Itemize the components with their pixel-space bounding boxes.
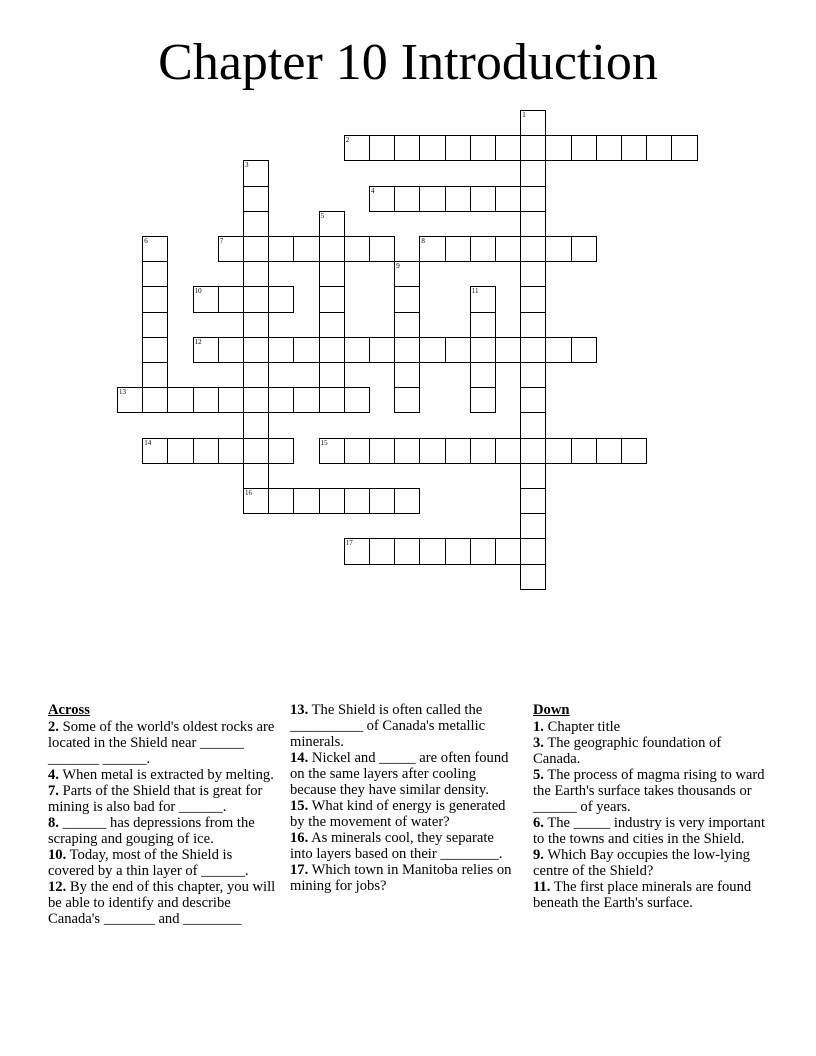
cell-number: 4	[371, 186, 375, 195]
grid-cell[interactable]	[445, 337, 471, 363]
grid-cell[interactable]	[445, 135, 471, 161]
grid-cell[interactable]	[268, 488, 294, 514]
clues-column-1	[48, 702, 280, 927]
grid-cell-7[interactable]	[218, 236, 244, 262]
grid-cell[interactable]	[369, 337, 395, 363]
grid-cell[interactable]	[520, 337, 546, 363]
grid-cell[interactable]	[520, 488, 546, 514]
grid-cell[interactable]	[344, 488, 370, 514]
grid-cell[interactable]	[268, 387, 294, 413]
grid-cell[interactable]	[394, 135, 420, 161]
grid-cell-3[interactable]	[243, 160, 269, 186]
grid-cell[interactable]	[293, 337, 319, 363]
grid-cell[interactable]	[495, 438, 521, 464]
cell-number: 12	[194, 337, 202, 346]
grid-cell[interactable]	[394, 438, 420, 464]
grid-cell[interactable]	[520, 362, 546, 388]
grid-cell[interactable]	[495, 236, 521, 262]
grid-cell[interactable]	[369, 135, 395, 161]
grid-cell[interactable]	[520, 186, 546, 212]
grid-cell-2[interactable]	[344, 135, 370, 161]
grid-cell[interactable]	[520, 412, 546, 438]
grid-cell[interactable]	[218, 337, 244, 363]
grid-cell[interactable]	[445, 236, 471, 262]
grid-cell[interactable]	[369, 538, 395, 564]
grid-cell-8[interactable]	[419, 236, 445, 262]
clue-down-6: 6. The _____ industry is very important to the towns and cities in the Shield.	[533, 815, 766, 847]
cell-number: 6	[144, 237, 148, 245]
grid-cell[interactable]	[344, 337, 370, 363]
grid-cell[interactable]	[419, 337, 445, 363]
grid-cell[interactable]	[218, 387, 244, 413]
clue-down-9: 9. Which Bay occupies the low-lying centre of the Shield?	[533, 847, 750, 879]
grid-cell[interactable]	[243, 463, 269, 489]
grid-cell[interactable]	[520, 160, 546, 186]
clues-column-3	[533, 702, 765, 911]
grid-cell[interactable]	[268, 286, 294, 312]
grid-cell[interactable]	[520, 286, 546, 312]
cell-number: 16	[245, 489, 252, 497]
clue-down-11: 11. The first place minerals are found beneath the Earth's surface.	[533, 879, 752, 911]
grid-cell[interactable]	[167, 438, 193, 464]
grid-cell[interactable]	[268, 438, 294, 464]
grid-cell[interactable]	[470, 186, 496, 212]
grid-cell[interactable]	[142, 312, 168, 338]
grid-cell[interactable]	[520, 135, 546, 161]
grid-cell[interactable]	[344, 236, 370, 262]
grid-cell[interactable]	[470, 538, 496, 564]
grid-cell[interactable]	[394, 337, 420, 363]
grid-cell[interactable]	[545, 135, 571, 161]
grid-cell[interactable]	[319, 261, 345, 287]
cell-number: 2	[345, 136, 350, 145]
grid-cell[interactable]	[344, 387, 370, 413]
grid-cell[interactable]	[268, 236, 294, 262]
grid-cell[interactable]	[621, 438, 647, 464]
cell-number: 13	[119, 388, 126, 397]
grid-cell[interactable]	[243, 412, 269, 438]
grid-cell[interactable]	[671, 135, 697, 161]
grid-cell[interactable]	[167, 387, 193, 413]
grid-cell[interactable]	[646, 135, 672, 161]
grid-cell[interactable]	[445, 438, 471, 464]
grid-cell[interactable]	[142, 261, 168, 287]
grid-cell[interactable]	[369, 236, 395, 262]
cell-number: 17	[345, 539, 353, 548]
grid-cell[interactable]	[470, 312, 496, 338]
grid-cell[interactable]	[319, 236, 345, 262]
grid-cell[interactable]	[394, 538, 420, 564]
grid-cell[interactable]	[394, 362, 420, 388]
grid-cell[interactable]	[319, 387, 345, 413]
grid-cell[interactable]	[445, 186, 471, 212]
grid-cell[interactable]	[268, 337, 294, 363]
grid-cell[interactable]	[243, 387, 269, 413]
clues-column-2	[290, 702, 518, 894]
grid-cell[interactable]	[142, 286, 168, 312]
grid-cell[interactable]	[419, 438, 445, 464]
grid-cell[interactable]	[243, 438, 269, 464]
grid-cell[interactable]	[243, 337, 269, 363]
grid-cell[interactable]	[470, 438, 496, 464]
grid-cell[interactable]	[293, 236, 319, 262]
grid-cell[interactable]	[419, 135, 445, 161]
grid-cell-5[interactable]	[319, 211, 345, 237]
clue-across-16: 16. As minerals cool, they separate into layers based on their ________.	[290, 830, 503, 862]
grid-cell[interactable]	[243, 211, 269, 237]
grid-cell-11[interactable]	[470, 286, 496, 312]
clue-across-17: 17. Which town in Manitoba relies on mining for jobs?	[290, 862, 512, 894]
grid-cell[interactable]	[394, 488, 420, 514]
grid-cell[interactable]	[394, 186, 420, 212]
grid-cell[interactable]	[319, 286, 345, 312]
clue-across-12: 12. By the end of this chapter, you will be able to identify and describe Canada's _______ and ________	[48, 879, 276, 927]
grid-cell[interactable]	[571, 135, 597, 161]
grid-cell-15[interactable]	[319, 438, 345, 464]
grid-cell[interactable]	[520, 211, 546, 237]
grid-cell[interactable]	[293, 488, 319, 514]
grid-cell[interactable]	[571, 438, 597, 464]
grid-cell-13[interactable]	[117, 387, 143, 413]
clue-across-13: 13. The Shield is often called the __________ of Canada's metallic minerals.	[290, 702, 486, 750]
grid-cell[interactable]	[470, 236, 496, 262]
clue-across-4: 4. When metal is extracted by melting.	[48, 767, 274, 783]
cell-number: 10	[194, 287, 202, 296]
cell-number: 5	[320, 211, 325, 220]
cell-number: 1	[522, 111, 526, 119]
grid-cell[interactable]	[243, 362, 269, 388]
grid-cell-17[interactable]	[344, 538, 370, 564]
grid-cell[interactable]	[470, 135, 496, 161]
grid-cell[interactable]	[520, 236, 546, 262]
grid-cell[interactable]	[394, 312, 420, 338]
grid-cell[interactable]	[319, 312, 345, 338]
grid-cell[interactable]	[495, 538, 521, 564]
grid-cell[interactable]	[520, 564, 546, 590]
grid-cell[interactable]	[621, 135, 647, 161]
clue-across-10: 10. Today, most of the Shield is covered by a thin layer of ______.	[48, 847, 249, 879]
grid-cell[interactable]	[520, 438, 546, 464]
grid-cell-6[interactable]	[142, 236, 168, 262]
grid-cell[interactable]	[394, 387, 420, 413]
grid-cell[interactable]	[545, 438, 571, 464]
grid-cell[interactable]	[520, 261, 546, 287]
grid-cell-14[interactable]	[142, 438, 168, 464]
clue-down-3: 3. The geographic foundation of Canada.	[533, 735, 722, 767]
grid-cell[interactable]	[520, 463, 546, 489]
grid-cell[interactable]	[545, 337, 571, 363]
grid-cell[interactable]	[394, 286, 420, 312]
grid-cell[interactable]	[142, 387, 168, 413]
grid-cell[interactable]	[193, 438, 219, 464]
grid-cell-12[interactable]	[193, 337, 219, 363]
cell-number: 9	[396, 262, 400, 271]
across-heading: Across	[48, 702, 90, 718]
grid-cell[interactable]	[520, 387, 546, 413]
grid-cell[interactable]	[319, 337, 345, 363]
grid-cell[interactable]	[218, 286, 244, 312]
clue-across-8: 8. ______ has depressions from the scraping and gouging of ice.	[48, 815, 255, 847]
cell-number: 7	[219, 237, 224, 245]
grid-cell[interactable]	[369, 488, 395, 514]
grid-cell-10[interactable]	[193, 286, 219, 312]
grid-cell[interactable]	[596, 438, 622, 464]
grid-cell-4[interactable]	[369, 186, 395, 212]
grid-cell[interactable]	[319, 488, 345, 514]
grid-cell[interactable]	[243, 312, 269, 338]
clue-down-5: 5. The process of magma rising to ward the Earth's surface takes thousands or ______ of years.	[533, 767, 765, 815]
grid-cell[interactable]	[243, 186, 269, 212]
clue-across-2: 2. Some of the world's oldest rocks are located in the Shield near ______ _______ ______.	[48, 719, 275, 767]
clue-down-1: 1. Chapter title	[533, 719, 621, 735]
grid-cell[interactable]	[142, 362, 168, 388]
grid-cell[interactable]	[369, 438, 395, 464]
grid-cell[interactable]	[571, 337, 597, 363]
grid-cell[interactable]	[142, 337, 168, 363]
grid-cell[interactable]	[218, 438, 244, 464]
grid-cell[interactable]	[520, 538, 546, 564]
cell-number: 15	[320, 438, 328, 447]
grid-cell[interactable]	[470, 387, 496, 413]
grid-cell[interactable]	[193, 387, 219, 413]
cell-number: 8	[421, 237, 425, 245]
grid-cell[interactable]	[419, 538, 445, 564]
grid-cell-9[interactable]	[394, 261, 420, 287]
grid-cell[interactable]	[470, 337, 496, 363]
cell-number: 11	[471, 287, 479, 296]
grid-cell[interactable]	[243, 236, 269, 262]
grid-cell[interactable]	[243, 261, 269, 287]
grid-cell[interactable]	[596, 135, 622, 161]
grid-cell[interactable]	[419, 186, 445, 212]
grid-cell[interactable]	[243, 286, 269, 312]
grid-cell[interactable]	[520, 513, 546, 539]
grid-cell[interactable]	[495, 135, 521, 161]
grid-cell[interactable]	[520, 312, 546, 338]
grid-cell-1[interactable]	[520, 110, 546, 136]
grid-cell[interactable]	[344, 438, 370, 464]
grid-cell[interactable]	[293, 387, 319, 413]
grid-cell[interactable]	[495, 337, 521, 363]
grid-cell[interactable]	[545, 236, 571, 262]
cell-number: 14	[144, 438, 152, 447]
grid-cell-16[interactable]	[243, 488, 269, 514]
cell-number: 3	[245, 161, 249, 170]
grid-cell[interactable]	[445, 538, 471, 564]
clue-across-14: 14. Nickel and _____ are often found on the same layers after cooling because they have similar density.	[290, 750, 509, 798]
page-title: Chapter 10 Introduction	[158, 34, 658, 91]
grid-cell[interactable]	[319, 362, 345, 388]
down-heading: Down	[533, 702, 570, 718]
grid-cell[interactable]	[571, 236, 597, 262]
clue-across-7: 7. Parts of the Shield that is great for mining is also bad for ______.	[48, 783, 263, 815]
grid-cell[interactable]	[470, 362, 496, 388]
grid-cell[interactable]	[495, 186, 521, 212]
clue-across-15: 15. What kind of energy is generated by the movement of water?	[290, 798, 506, 830]
